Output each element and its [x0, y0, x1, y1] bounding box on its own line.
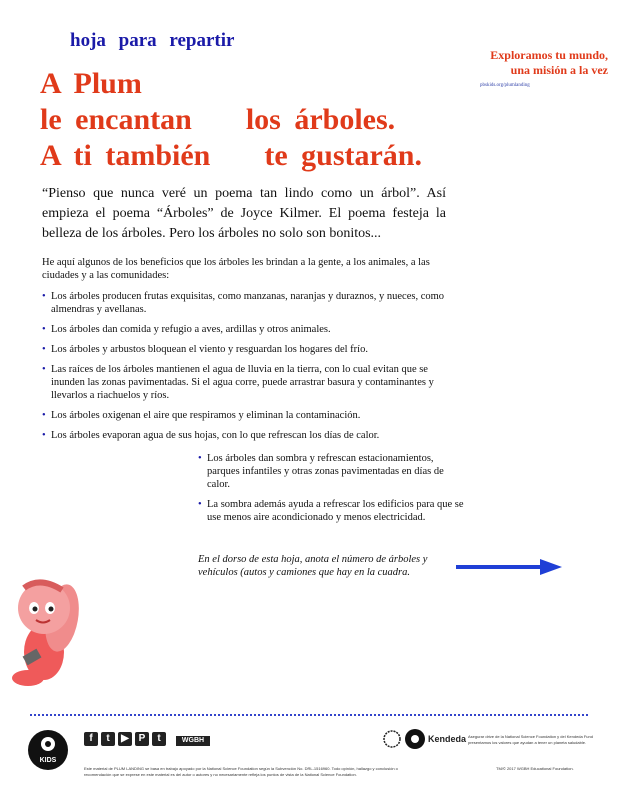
- nsf-logo: [383, 730, 401, 748]
- wgbh-logo: WGBH: [176, 736, 210, 746]
- benefits-lead: He aquí algunos de los beneficios que los árboles les brindan a la gente, a los animales, a las ciudades y a las comunidades:: [42, 257, 430, 281]
- youtube-icon[interactable]: ▶: [118, 732, 132, 746]
- footer-divider: [30, 714, 588, 716]
- list-item: • Los árboles producen frutas exquisitas, como manzanas, naranjas y duraznos, y nueces, como almendras y avellanas.: [42, 290, 462, 316]
- plum-character-illustration: [10, 578, 80, 694]
- tumblr-icon[interactable]: t: [152, 732, 166, 746]
- kendeda-name: Kendeda: [428, 734, 467, 744]
- social-icons: [84, 732, 166, 746]
- twitter-icon[interactable]: t: [101, 732, 115, 746]
- copyright: TM/© 2017 WGBH Educational Foundation.: [496, 766, 574, 771]
- list-item: • Los árboles oxigenan el aire que respiramos y eliminan la contaminación.: [42, 409, 462, 422]
- credits-left: Este material de PLUM LANDING se basa en trabajo apoyado por la National Science Foundation según la Subvención No. DRL-1516960. Todo opinión, hallazgo y conclusión o recomendación que se exprese en este material es del autor o autores y no necesariamente refleja los puntos de vista de la National Science Foundation.: [84, 766, 398, 777]
- pbs-kids-logo: [26, 728, 74, 772]
- activity-note: En el dorso de esta hoja, anota el número de árboles y vehículos (autos y camiones que hay en la cuadra.: [198, 554, 428, 578]
- credits-right: Asegurar drive de la National Science Foundation y del Kendeda Fund presentamos los valores que ayudan a tener un planeta saludable.: [468, 734, 593, 745]
- list-item: • Los árboles evaporan agua de sus hojas, con lo que refrescan los días de calor.: [42, 429, 462, 442]
- list-item: • Los árboles dan comida y refugio a aves, ardillas y otros animales.: [42, 323, 462, 336]
- benefits-list: [42, 290, 462, 449]
- site-url-link[interactable]: pbskids.org/plumlanding: [480, 83, 530, 88]
- pinterest-icon[interactable]: P: [135, 732, 149, 746]
- shade-list: [198, 452, 466, 531]
- list-item: • Las raíces de los árboles mantienen el agua de lluvia en la tierra, con lo cual evitan que se inunden las zonas pavimentadas. Si el agua corre, puede arrastrar basura y contaminantes y llevarlos a riachuelos y ríos.: [42, 363, 462, 402]
- tagline: [468, 48, 608, 93]
- list-item: • Los árboles dan sombra y refrescan estacionamientos, parques infantiles y otras zonas pavimentadas en días de calor.: [198, 452, 466, 491]
- tagline-line-1: Exploramos tu mundo,: [490, 48, 608, 62]
- title-line-1: A Plum: [40, 67, 142, 100]
- svg-text:KIDS: KIDS: [39, 757, 57, 764]
- intro-paragraph: “Pienso que nunca veré un poema tan lindo como un árbol”. Así empieza el poema “Árboles” de Joyce Kilmer. El poema festeja la belleza de los árboles. Pero los árboles no solo son bonitos...: [42, 186, 446, 241]
- list-item: • La sombra además ayuda a refrescar los edificios para que se use menos aire acondicionado y menos electricidad.: [198, 498, 466, 524]
- list-item: • Los árboles y arbustos bloquean el viento y resguardan los hogares del frío.: [42, 343, 462, 356]
- tagline-line-2: una misión a la vez: [510, 63, 608, 77]
- arrow-right-icon: [456, 558, 562, 576]
- page-title: [40, 66, 422, 174]
- title-line-3: A ti también te gustarán.: [40, 139, 422, 172]
- handout-label: hoja para repartir: [70, 30, 235, 51]
- title-line-2: le encantan los árboles.: [40, 103, 396, 136]
- facebook-icon[interactable]: f: [84, 732, 98, 746]
- kendeda-logo: [404, 728, 426, 750]
